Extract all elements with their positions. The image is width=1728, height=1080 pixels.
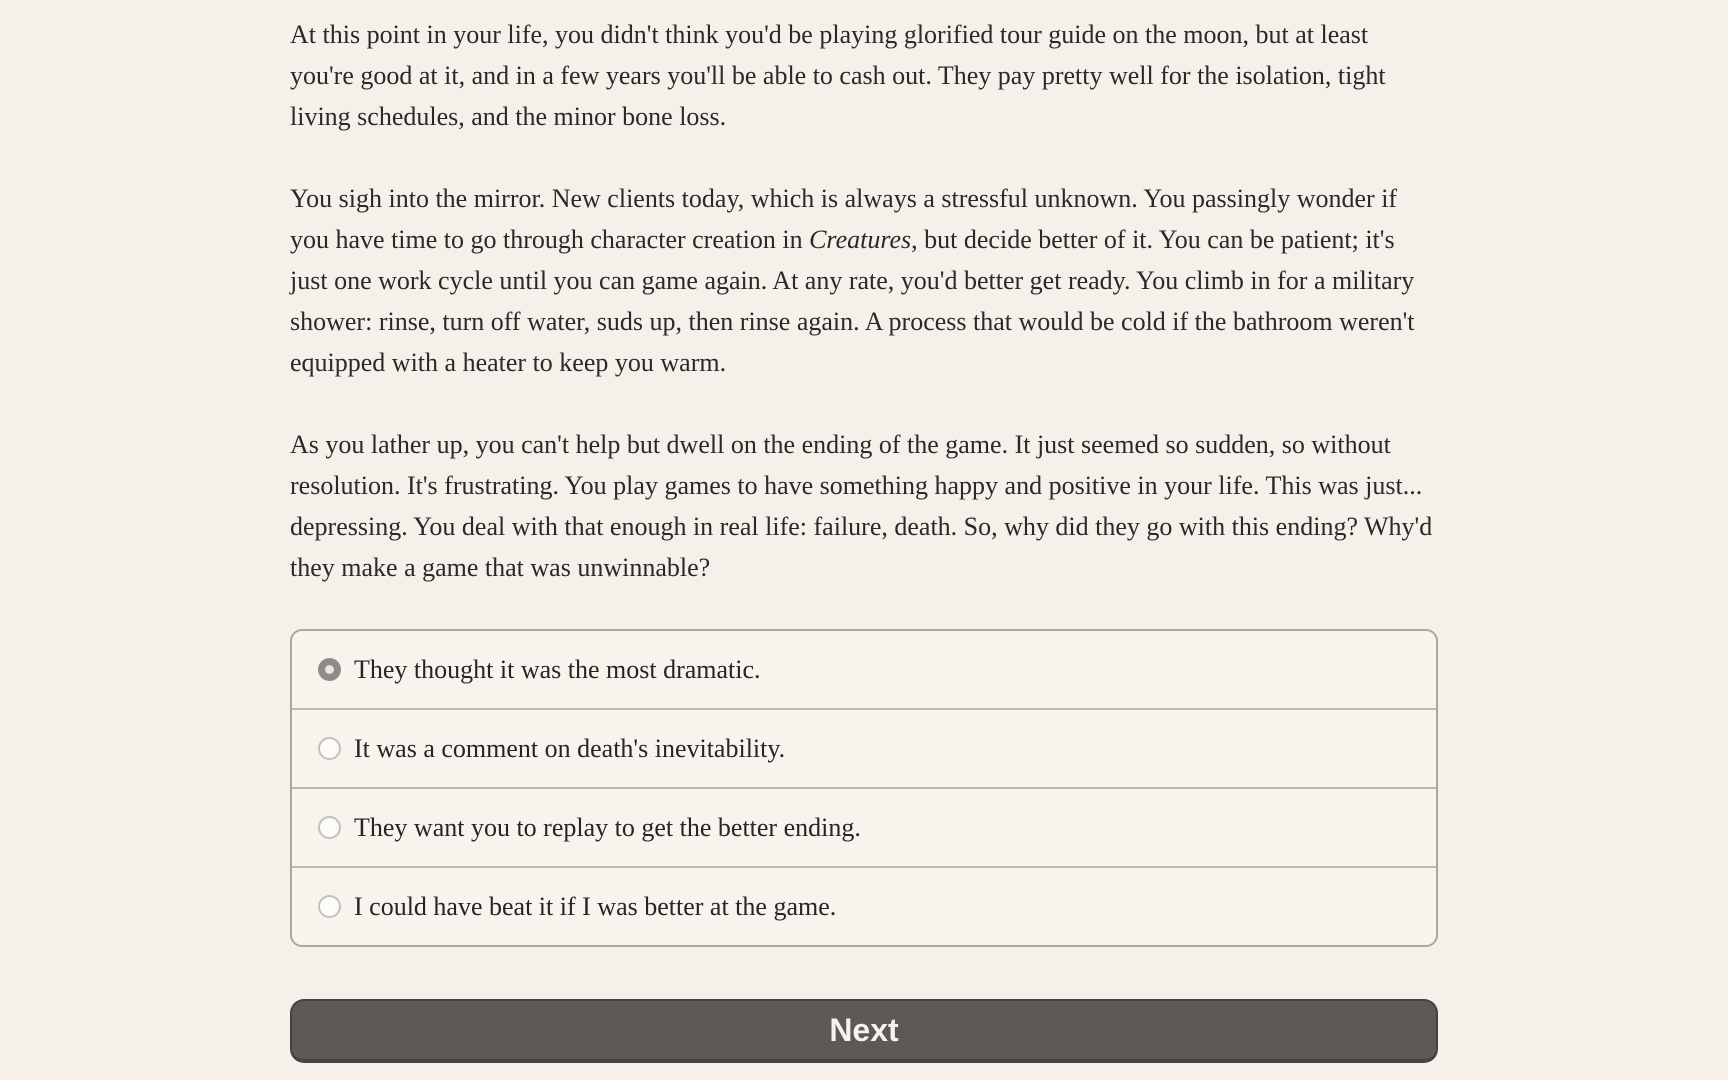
story-paragraph-2: [290, 178, 1438, 383]
radio-selected-icon[interactable]: [318, 658, 341, 681]
paragraph-1-text: At this point in your life, you didn't think you'd be playing glorified tour guide on the moon, but at least you're good at it, and in a few years you'll be able to cash out. They pay pretty well for the isolation, tight living schedules, and the minor bone loss.: [290, 20, 1386, 131]
choice-option-2[interactable]: [292, 708, 1436, 787]
page-content: [290, 0, 1438, 1063]
story-paragraph-3: [290, 424, 1438, 588]
next-button-label: Next: [829, 1011, 899, 1048]
radio-icon[interactable]: [318, 737, 341, 760]
choice-option-3[interactable]: [292, 787, 1436, 866]
paragraph-2-game-title: Creatures: [809, 225, 912, 254]
paragraph-2-text-before: You sigh into the mirror. New clients today, which is always a stressful unknown. You passingly wonder if you have time to go through character creation in: [290, 184, 1398, 254]
choice-option-1[interactable]: [292, 631, 1436, 708]
choice-list: [290, 629, 1438, 947]
story-text: [290, 14, 1438, 588]
choice-option-4[interactable]: [292, 866, 1436, 945]
choice-option-2-label: It was a comment on death's inevitability.: [354, 733, 786, 763]
radio-icon[interactable]: [318, 895, 341, 918]
choice-option-1-label: They thought it was the most dramatic.: [354, 654, 761, 684]
story-paragraph-1: [290, 14, 1438, 137]
radio-icon[interactable]: [318, 816, 341, 839]
paragraph-2-text-after: , but decide better of it. You can be patient; it's just one work cycle until you can game again. At any rate, you'd better get ready. You climb in for a military shower: rinse, turn off water, suds up, then rinse again. A process that would be cold if the bathroom weren't equipped with a heater to keep you warm.: [290, 225, 1415, 377]
paragraph-3-text: As you lather up, you can't help but dwell on the ending of the game. It just seemed so sudden, so without resolution. It's frustrating. You play games to have something happy and positive in your life. This was just... depressing. You deal with that enough in real life: failure, death. So, why did they go with this ending? Why'd they make a game that was unwinnable?: [290, 430, 1433, 582]
choice-option-3-label: They want you to replay to get the better ending.: [354, 812, 861, 842]
choice-option-4-label: I could have beat it if I was better at the game.: [354, 891, 837, 921]
next-button[interactable]: [290, 999, 1438, 1063]
